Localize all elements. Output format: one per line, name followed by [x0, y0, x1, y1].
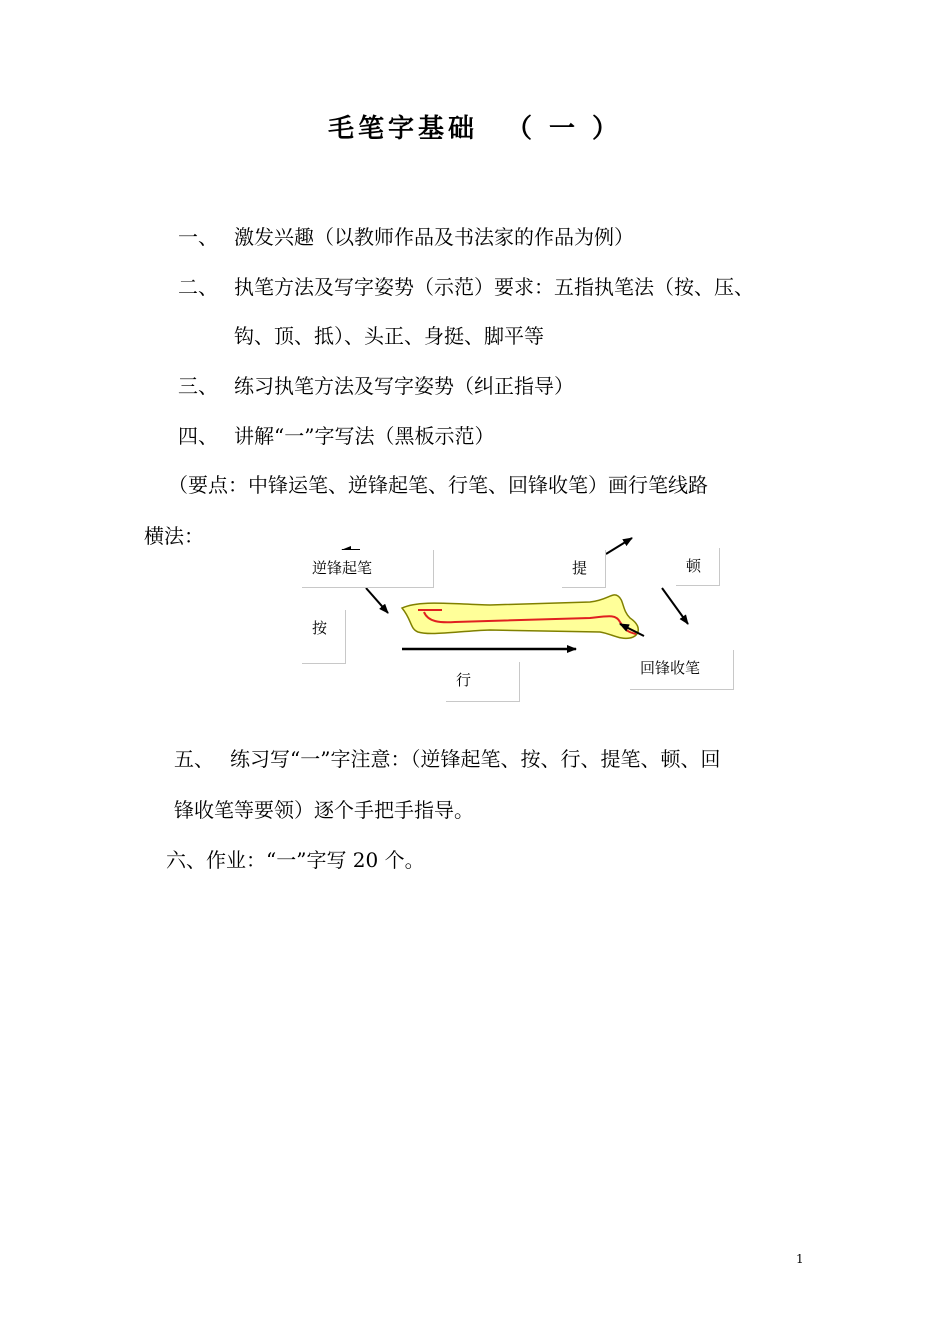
label-nifeng: 逆锋起笔	[302, 550, 434, 588]
item-number: 一、	[178, 225, 218, 249]
label-huifeng: 回锋收笔	[630, 650, 734, 690]
label-ti: 提	[562, 550, 606, 588]
list-item-2-continued: 钩、顶、抵）、头正、身挺、脚平等	[234, 324, 544, 348]
page-title	[0, 108, 950, 145]
arrow-nifeng-down	[366, 588, 388, 613]
list-item-1	[178, 223, 634, 251]
list-item-6: 六、作业：“一”字写 20 个。	[166, 848, 425, 872]
item-text: 练习执笔方法及写字姿势（纠正指导）	[234, 374, 574, 398]
item-number: 二、	[178, 275, 218, 299]
page-number: 1	[796, 1252, 804, 1266]
arrow-dun	[662, 588, 688, 624]
list-item-2	[178, 273, 754, 301]
label-an: 按	[302, 610, 346, 664]
list-item-5	[174, 745, 720, 773]
list-item-4	[178, 422, 494, 450]
list-item-3	[178, 372, 574, 400]
title-paren: （ 一 ）	[505, 114, 623, 144]
heng-label: 横法：	[144, 524, 204, 548]
label-xing: 行	[446, 662, 520, 702]
arrow-ti	[606, 538, 632, 554]
stroke-diagram	[290, 530, 750, 710]
item-number: 五、	[174, 747, 214, 771]
item-text: 练习写“一”字注意：（逆锋起笔、按、行、提笔、顿、回	[230, 747, 721, 771]
item-text: 执笔方法及写字姿势（示范）要求：五指执笔法（按、压、	[234, 275, 754, 299]
item-text: 激发兴趣（以教师作品及书法家的作品为例）	[234, 225, 634, 249]
list-item-5-continued: 锋收笔等要领）逐个手把手指导。	[174, 798, 474, 822]
label-dun: 顿	[676, 548, 720, 586]
key-points: （要点：中锋运笔、逆锋起笔、行笔、回锋收笔）画行笔线路	[168, 473, 708, 497]
item-number: 四、	[178, 424, 218, 448]
item-number: 三、	[178, 374, 218, 398]
item-text: 讲解“一”字写法（黑板示范）	[234, 424, 495, 448]
title-text: 毛笔字基础	[327, 114, 478, 144]
